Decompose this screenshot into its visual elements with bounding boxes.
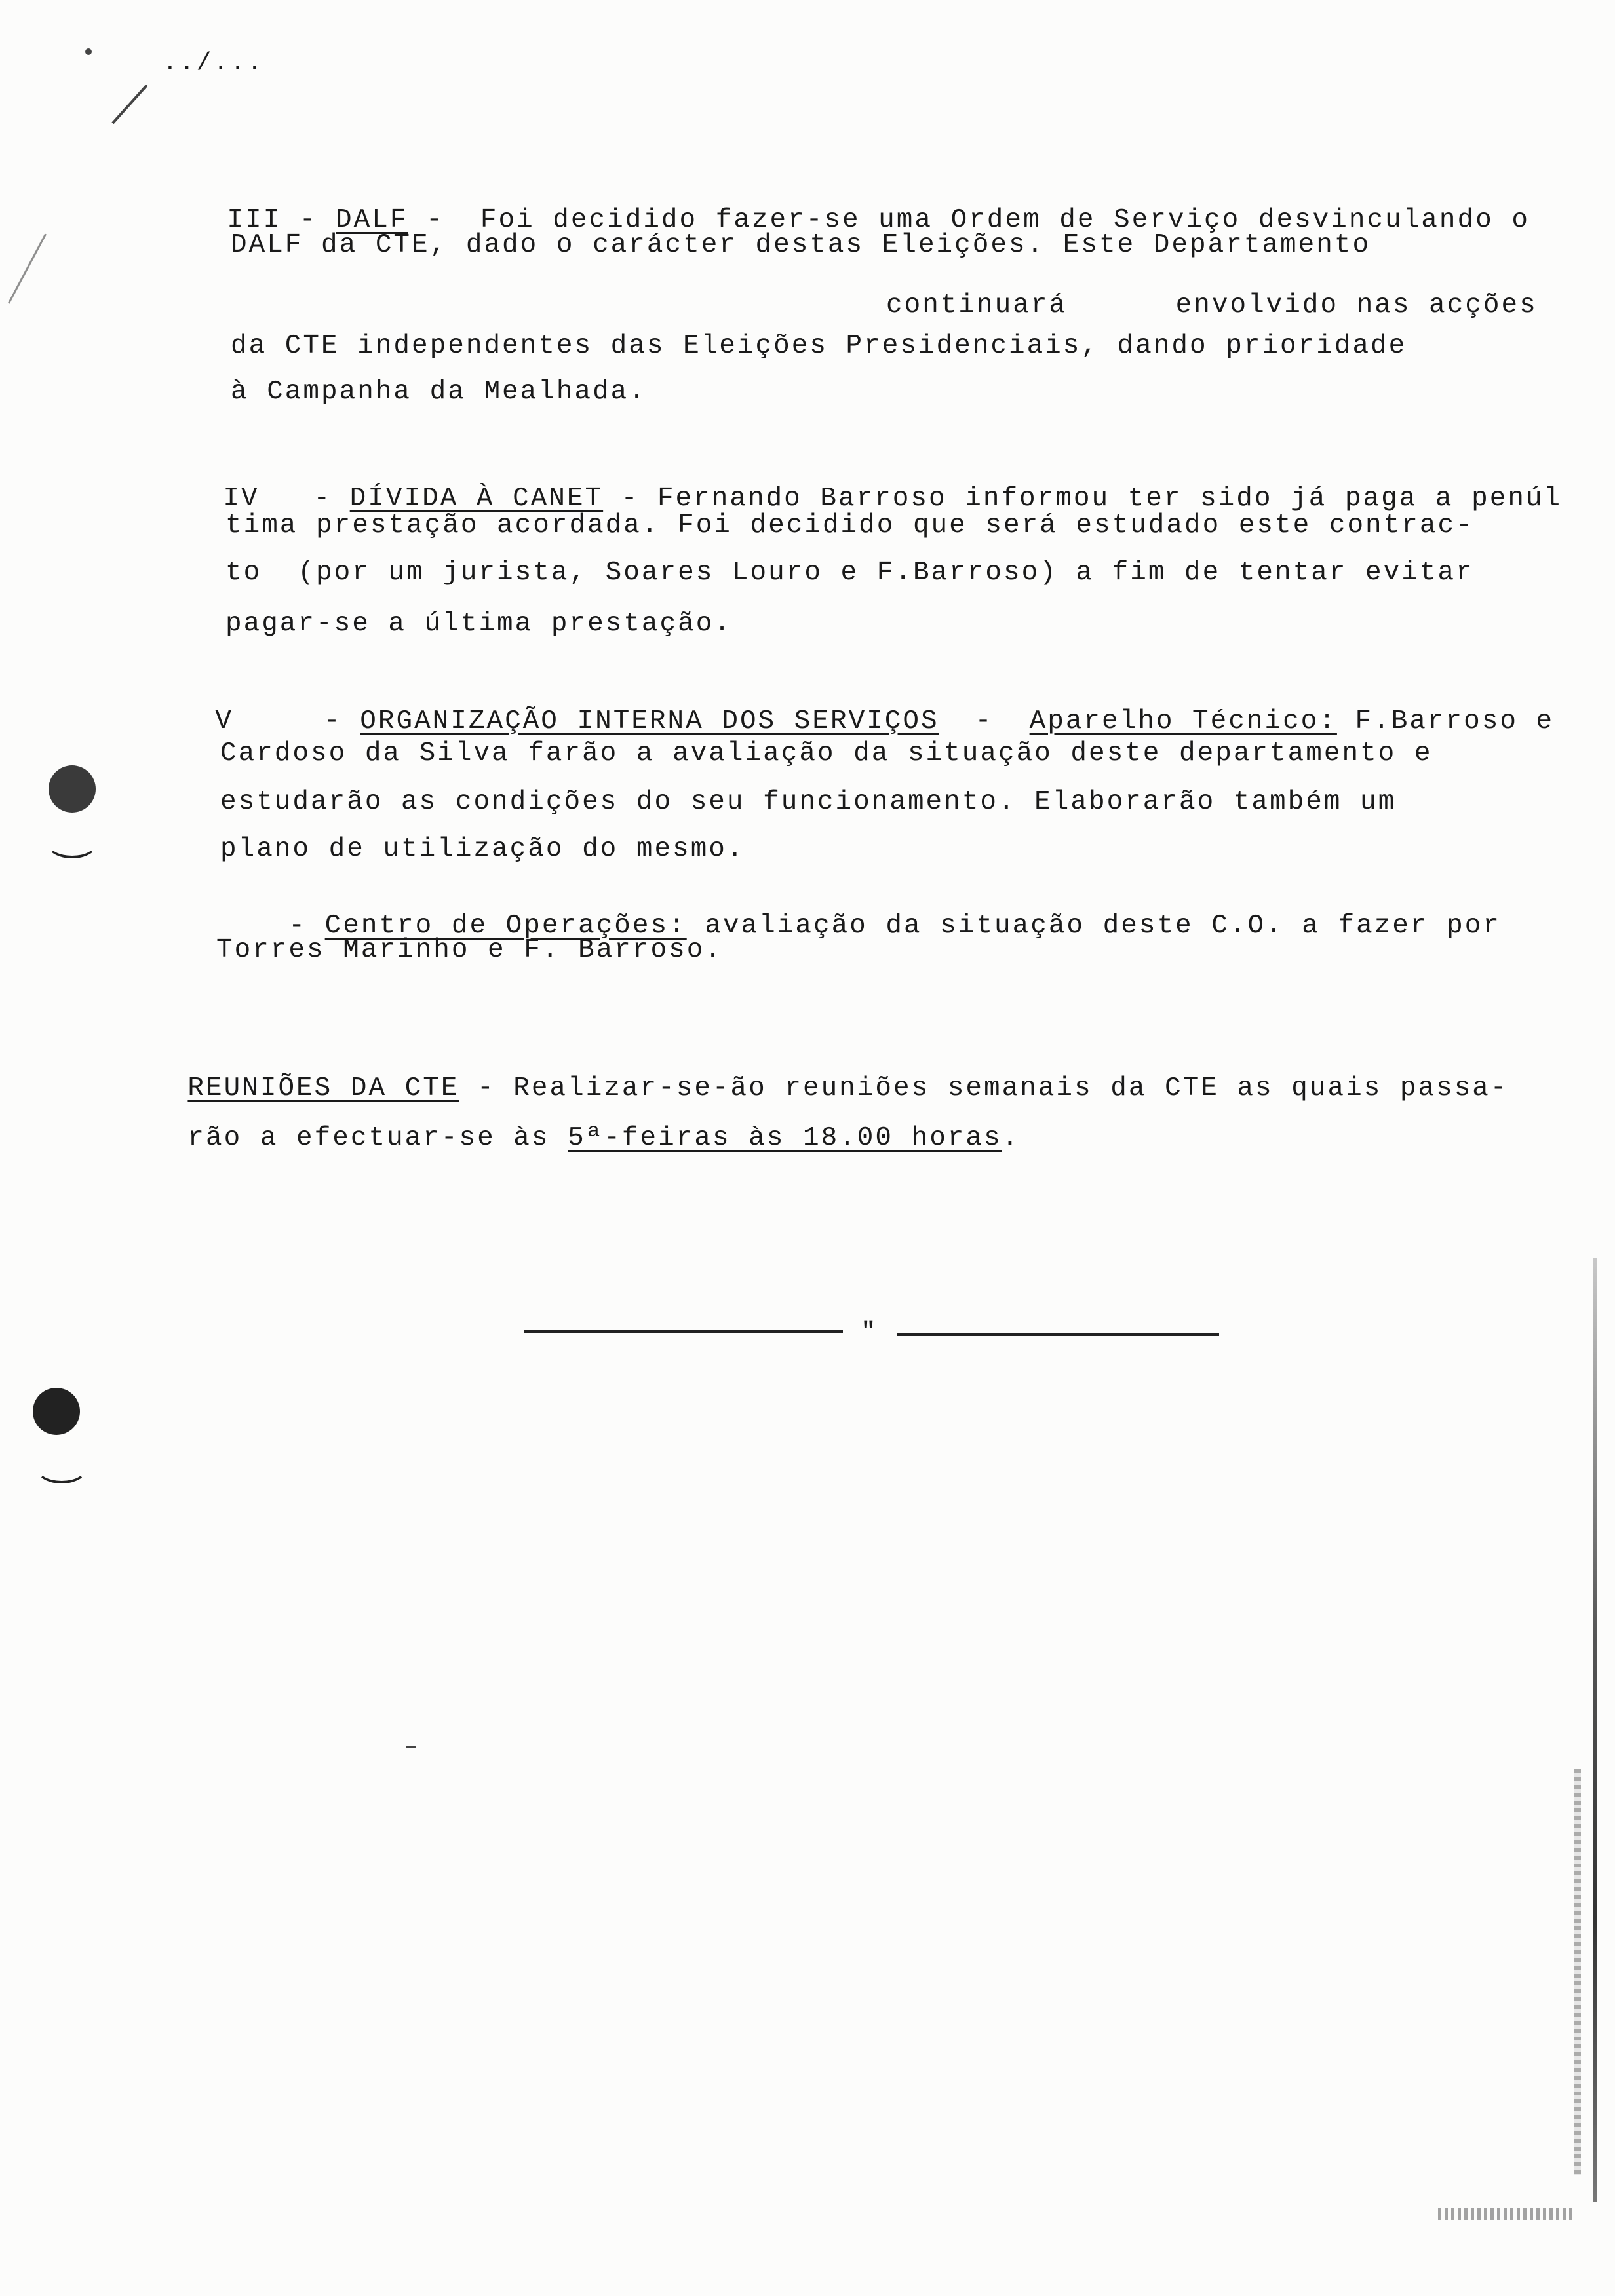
item-iii-line-2: DALF da CTE, dado o carácter destas Eleições. Este Departamento xyxy=(231,230,1371,260)
stray-mark xyxy=(85,48,92,55)
punch-hole-lower-arc xyxy=(37,1455,87,1483)
item-v-line-3: estudarão as condições do seu funcionamento. Elaborarão também um xyxy=(220,787,1397,817)
item-v-line-4: plano de utilização do mesmo. xyxy=(220,834,745,864)
item-v-subtitle: Aparelho Técnico: xyxy=(1029,706,1337,737)
item-v-subitem-title: Centro de Operações: xyxy=(324,911,687,941)
punch-hole-upper xyxy=(49,765,96,813)
item-iii-line-5: à Campanha da Mealhada. xyxy=(231,377,647,407)
continuation-mark: ../... xyxy=(163,49,264,77)
scan-edge-shadow xyxy=(1593,1258,1597,2202)
meetings-line-1: REUNIÕES DA CTE - Realizar-se-ão reuniões semanais da CTE as quais passa- xyxy=(187,1073,1509,1103)
item-iii-line-3: continuará envolvido nas acções xyxy=(886,290,1538,320)
item-v-line-1: V - ORGANIZAÇÃO INTERNA DOS SERVIÇOS - Aparelho Técnico: F.Barroso e xyxy=(215,706,1555,737)
margin-scratch xyxy=(8,233,47,303)
item-iii-line-1: III - DALF - Foi decidido fazer-se uma Ordem de Serviço desvinculando o xyxy=(227,205,1530,235)
item-iv-numeral: IV xyxy=(223,484,260,514)
separator-line-left xyxy=(524,1330,843,1333)
item-v-subitem-line-1: - Centro de Operações: avaliação da situação deste C.O. a fazer por xyxy=(288,911,1501,941)
stray-dot xyxy=(406,1746,416,1748)
item-iv-line-3: to (por um jurista, Soares Louro e F.Barroso) a fim de tentar evitar xyxy=(225,558,1474,588)
punch-hole-upper-arc xyxy=(47,830,97,858)
item-v-numeral: V xyxy=(215,706,234,737)
scan-bottom-smudge xyxy=(1438,2208,1576,2220)
item-iv-line-4: pagar-se a última prestação. xyxy=(225,609,732,639)
item-iv-line-2: tima prestação acordada. Foi decidido que será estudado este contrac- xyxy=(225,510,1474,541)
meetings-line-2: rão a efectuar-se às 5ª-feiras às 18.00 horas. xyxy=(187,1123,1021,1153)
handwritten-stroke xyxy=(111,85,147,124)
item-v-title: ORGANIZAÇÃO INTERNA DOS SERVIÇOS xyxy=(360,706,939,737)
item-iii-line-4: da CTE independentes das Eleições Presidenciais, dando prioridade xyxy=(231,331,1407,361)
punch-hole-lower xyxy=(33,1388,80,1435)
item-iv-title: DÍVIDA À CANET xyxy=(349,484,604,514)
meetings-schedule: 5ª-feiras às 18.00 horas xyxy=(568,1123,1002,1153)
meetings-title: REUNIÕES DA CTE xyxy=(187,1073,459,1103)
item-iii-numeral: III xyxy=(227,205,282,235)
item-v-line-2: Cardoso da Silva farão a avaliação da situação deste departamento e xyxy=(220,738,1433,769)
item-iv-line-1: IV - DÍVIDA À CANET - Fernando Barroso informou ter sido já paga a penúl xyxy=(223,484,1563,514)
separator-line-right xyxy=(897,1333,1219,1336)
item-iii-title: DALF xyxy=(336,205,408,235)
item-v-subitem-line-2: Torres Marinho e F. Barroso. xyxy=(216,935,723,965)
separator-mark: " xyxy=(861,1318,876,1345)
scan-edge-noise xyxy=(1574,1769,1581,2175)
